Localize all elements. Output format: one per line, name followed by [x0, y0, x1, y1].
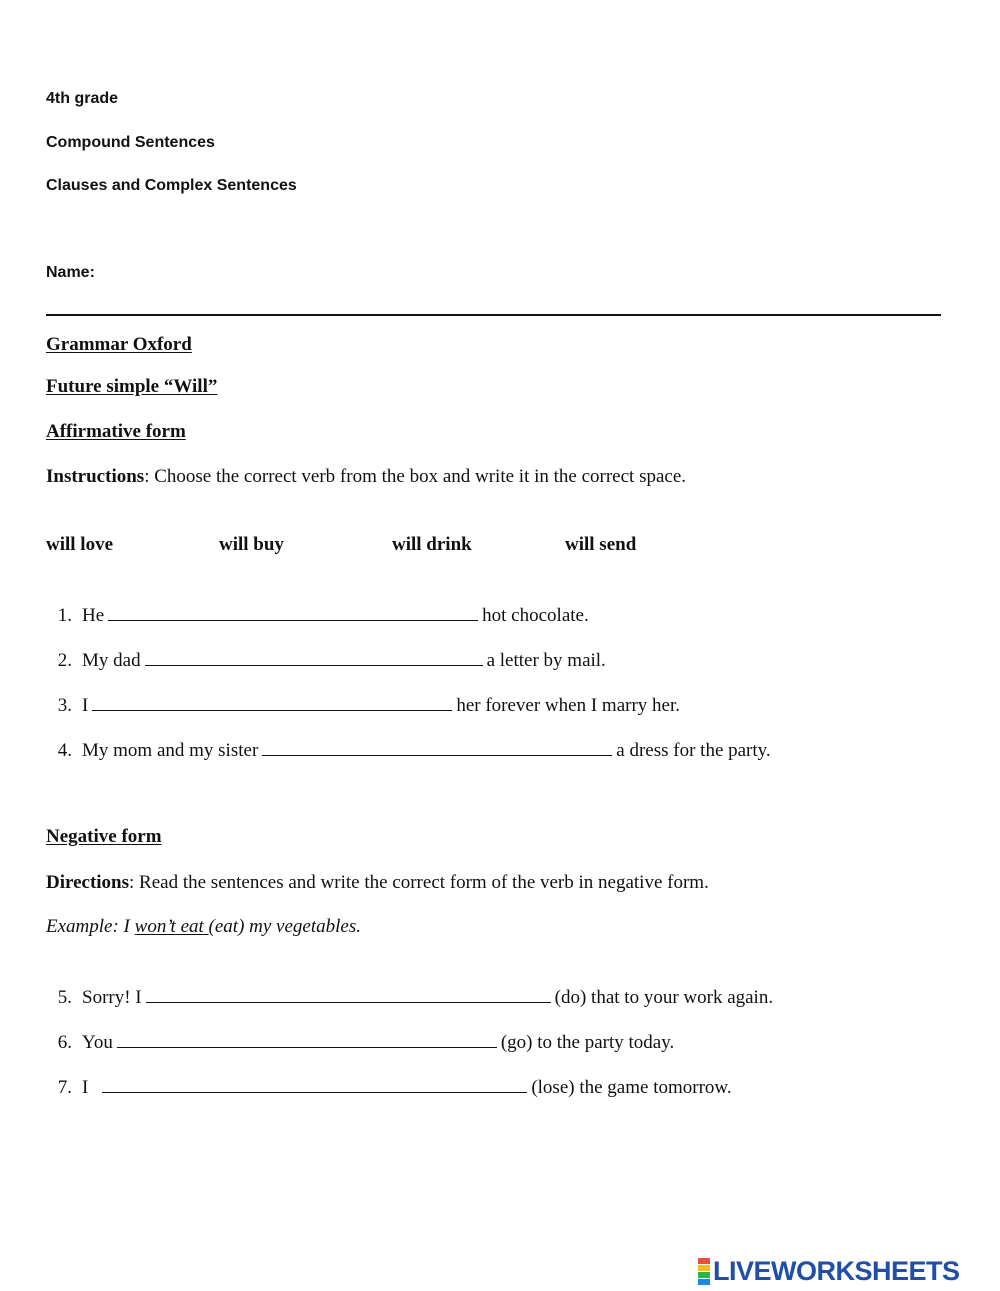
negative-heading: Negative form: [46, 826, 162, 847]
exercise-item: [50, 1074, 732, 1099]
instructions-label: Instructions: [46, 466, 145, 487]
directions-text: : Read the sentences and write the correct form of the verb in negative form.: [129, 872, 709, 893]
example-answer: won’t eat: [134, 916, 209, 937]
exercise-item: [50, 647, 606, 672]
topic-clauses: Clauses and Complex Sentences: [46, 177, 297, 194]
example-line: [46, 916, 361, 938]
name-field[interactable]: [46, 314, 941, 316]
item-text-before: My dad: [82, 650, 141, 671]
item-text-before: My mom and my sister: [82, 740, 259, 761]
exercise-item: [50, 1029, 674, 1054]
item-number: 1.: [57, 605, 72, 626]
word-option: will love: [46, 534, 114, 555]
instructions: [46, 466, 686, 488]
item-text-after: a letter by mail.: [486, 650, 606, 671]
directions: [46, 872, 709, 894]
exercise-item: [50, 984, 773, 1009]
exercise-item: [50, 602, 589, 627]
answer-blank[interactable]: [92, 692, 452, 711]
item-text-after: hot chocolate.: [482, 605, 589, 626]
logo-mark-icon: [698, 1258, 710, 1285]
item-text-after: (lose) the game tomorrow.: [531, 1077, 732, 1098]
item-text-before: He: [82, 605, 105, 626]
exercise-item: [50, 692, 680, 717]
item-number: 7.: [57, 1077, 72, 1098]
item-number: 6.: [57, 1032, 72, 1053]
example-suffix: (eat) my vegetables.: [208, 916, 361, 937]
item-number: 3.: [57, 695, 72, 716]
affirmative-heading: Affirmative form: [46, 421, 186, 442]
word-option: will drink: [392, 534, 472, 555]
logo-text: LIVEWORKSHEETS: [713, 1255, 960, 1286]
answer-blank[interactable]: [146, 984, 551, 1003]
item-text-after: (do) that to your work again.: [554, 987, 774, 1008]
logo-tile: [698, 1258, 710, 1264]
grade-label: 4th grade: [46, 90, 119, 107]
item-text-before: You: [82, 1032, 113, 1053]
item-text-after: (go) to the party today.: [500, 1032, 675, 1053]
answer-blank[interactable]: [262, 737, 612, 756]
item-number: 2.: [57, 650, 72, 671]
word-option: will send: [565, 534, 637, 555]
section-title: Grammar Oxford: [46, 334, 192, 355]
liveworksheets-logo: [698, 1255, 960, 1287]
word-option: will buy: [219, 534, 284, 555]
answer-blank[interactable]: [108, 602, 478, 621]
instructions-text: : Choose the correct verb from the box and write it in the correct space.: [144, 466, 687, 487]
exercise-item: [50, 737, 771, 762]
item-text-after: her forever when I marry her.: [456, 695, 680, 716]
answer-blank[interactable]: [117, 1029, 497, 1048]
topic-compound: Compound Sentences: [46, 134, 215, 151]
item-text-before: I: [82, 1077, 89, 1098]
directions-label: Directions: [46, 872, 130, 893]
item-number: 5.: [57, 987, 72, 1008]
logo-tile: [698, 1272, 710, 1278]
answer-blank[interactable]: [145, 647, 483, 666]
answer-blank[interactable]: [102, 1074, 527, 1093]
name-label: Name:: [46, 264, 95, 281]
logo-tile: [698, 1279, 710, 1285]
section-subtitle: Future simple “Will”: [46, 376, 218, 397]
logo-tile: [698, 1265, 710, 1271]
example-prefix: Example: I: [46, 916, 135, 937]
item-number: 4.: [57, 740, 72, 761]
item-text-after: a dress for the party.: [616, 740, 771, 761]
item-text-before: I: [82, 695, 89, 716]
item-text-before: Sorry! I: [82, 987, 142, 1008]
